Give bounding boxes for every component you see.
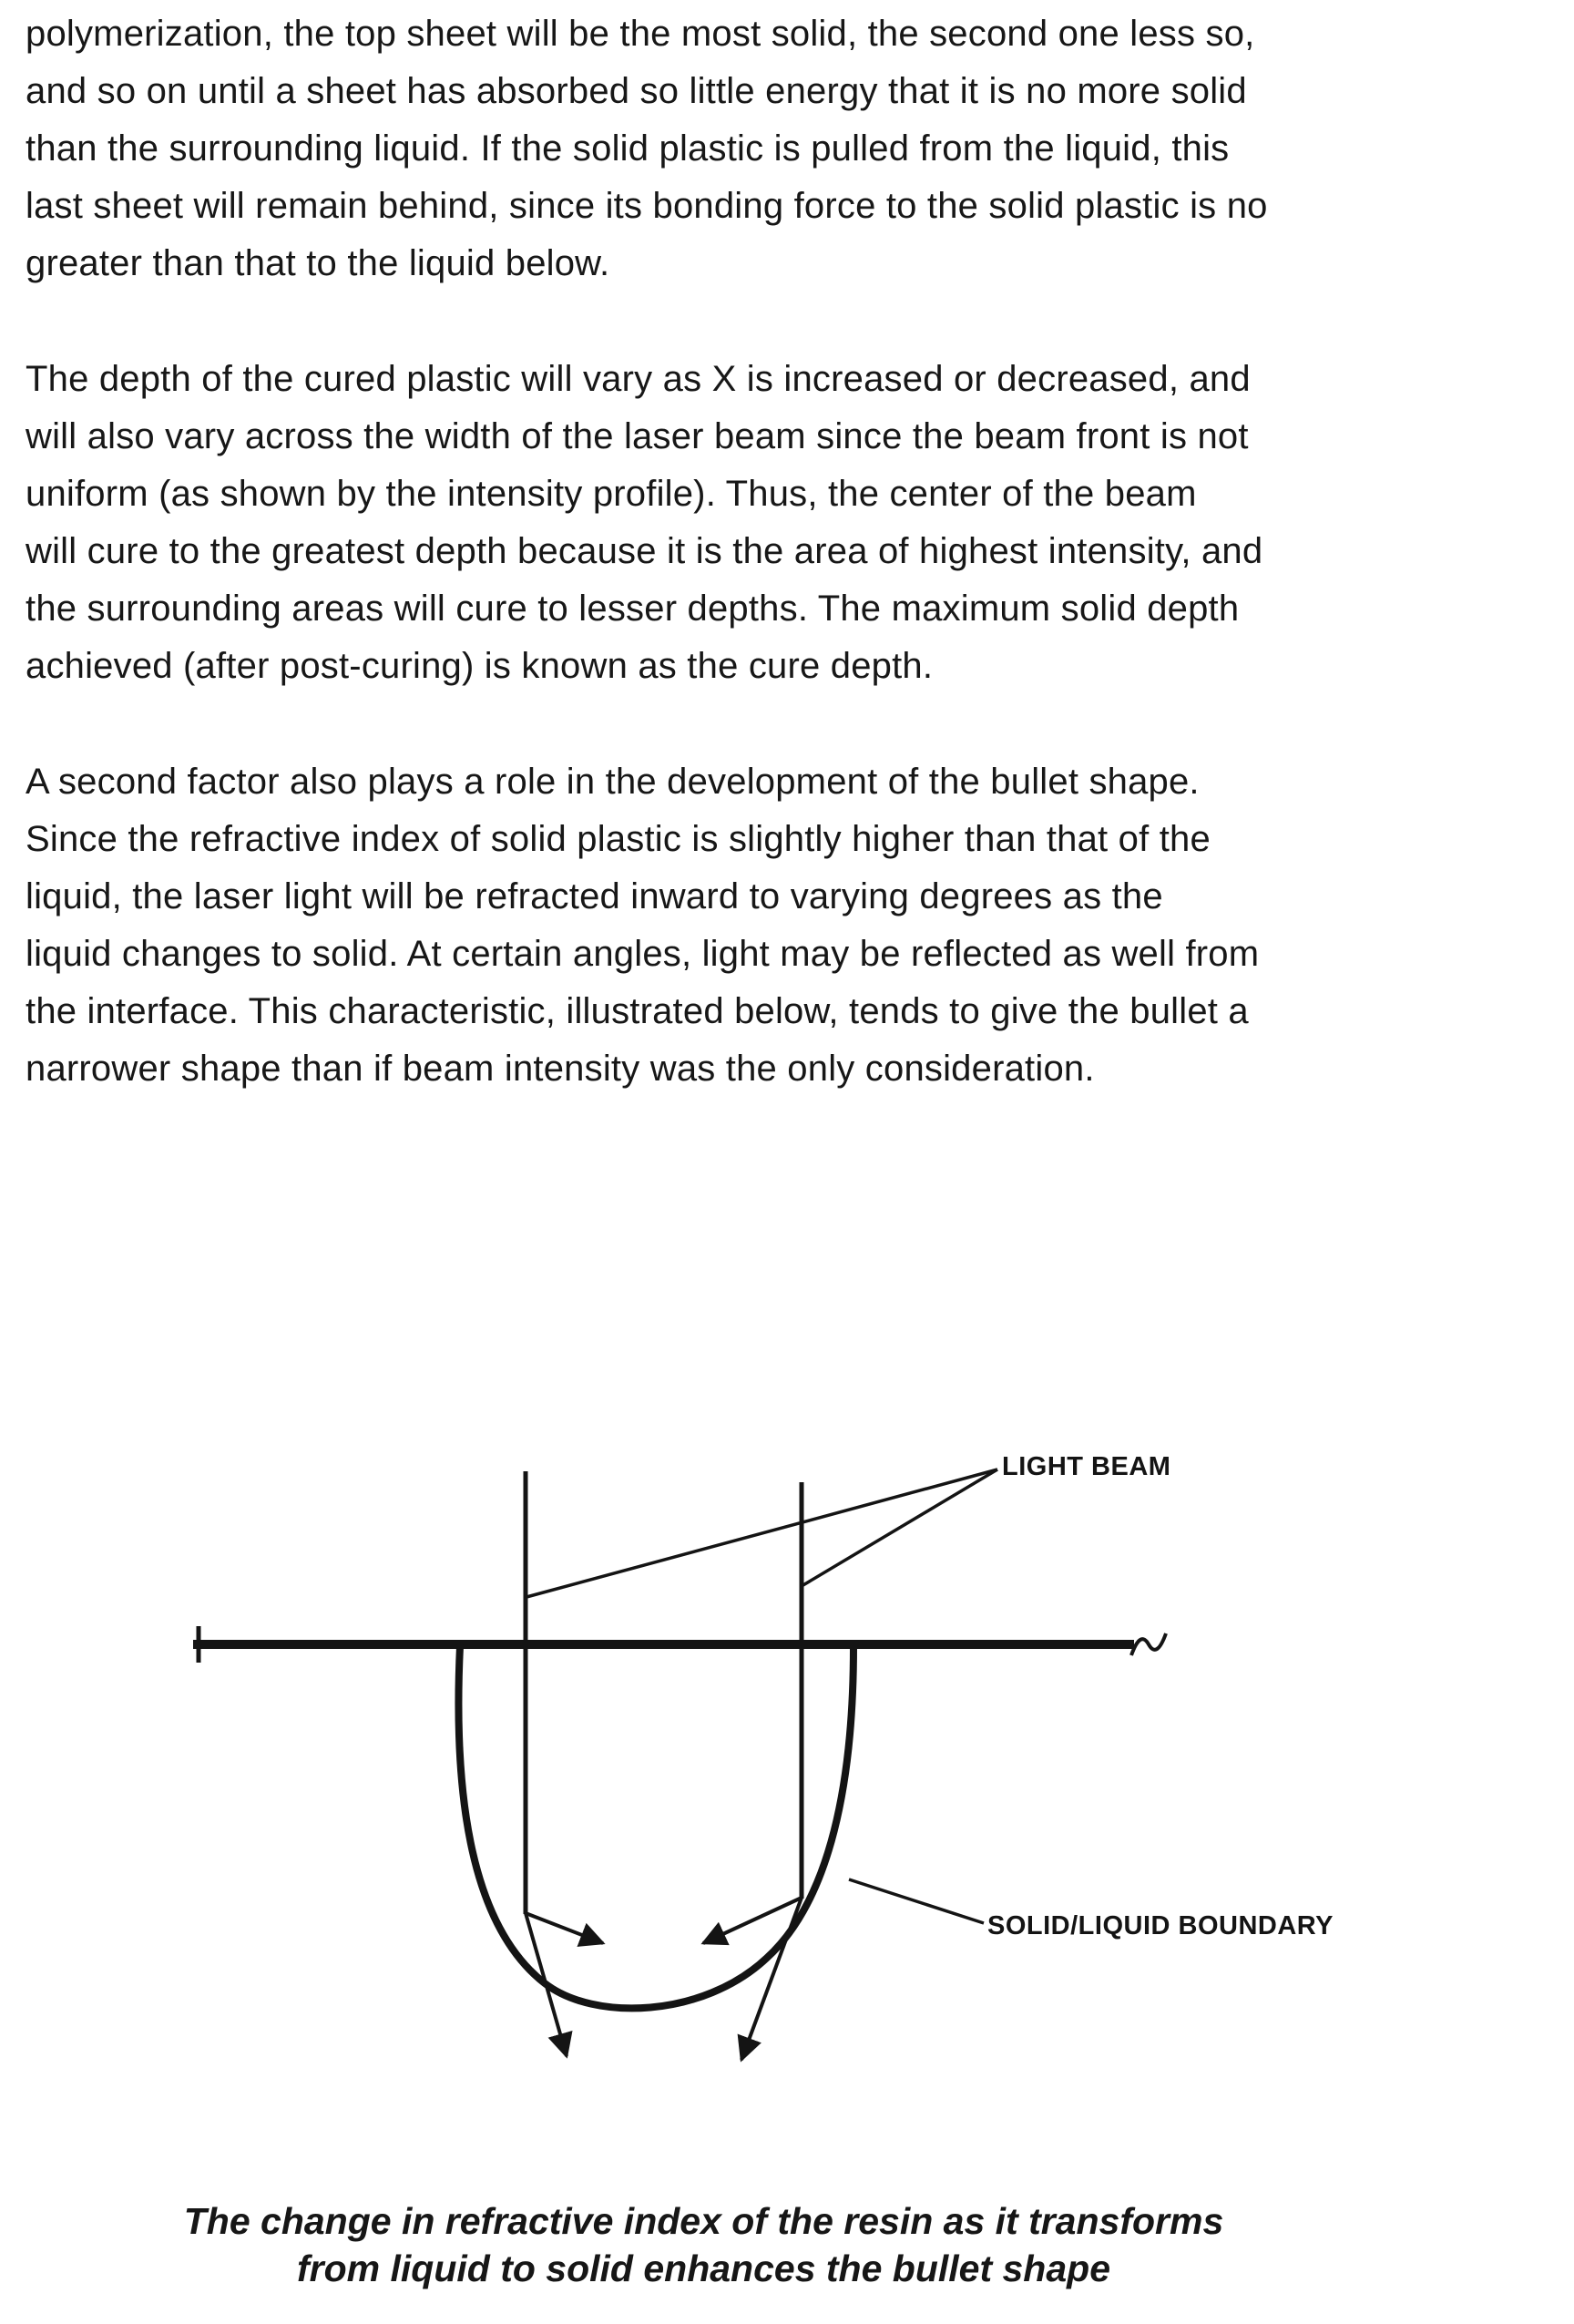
light-beam-label: LIGHT BEAM [1002, 1452, 1171, 1481]
transmitted-ray-left [526, 1913, 567, 2056]
light-beam-leader-left [526, 1469, 997, 1597]
paragraph-polymerization: polymerization, the top sheet will be the most solid, the second one less so, and so on until a sheet has absorbed so little energy that it is no more solid than the surrounding liquid. If the solid plastic is pulled from the liquid, this last sheet will remain behind, since its bonding force to the solid plastic is no greater than that to the liquid below. [26, 14, 1268, 283]
light-beam-leader-right [802, 1469, 997, 1586]
surface-break-squiggle-icon [1131, 1633, 1166, 1655]
figure-caption: The change in refractive index of the resin as it transforms from liquid to solid enhances the bullet shape [183, 2200, 1224, 2289]
paragraph-refraction-factor: A second factor also plays a role in the development of the bullet shape. Since the refractive index of solid plastic is slightly higher than that of the liquid, the laser light will be refracted inward to varying degrees as the liquid changes to solid. At certain angles, light may be reflected as well from the interface. This characteristic, illustrated below, tends to give the bullet a narrower shape than if beam intensity was the only consideration. [26, 762, 1260, 1089]
body-text-block [26, 5, 1545, 1156]
refracted-ray-left [526, 1913, 603, 1943]
refraction-diagram [0, 1417, 1574, 2127]
solid-liquid-boundary-curve [458, 1646, 853, 2008]
paragraph-cure-depth: The depth of the cured plastic will vary as X is increased or decreased, and will also vary across the width of the laser beam since the beam front is not uniform (as shown by the intensity profile). Thus, the center of the beam will cure to the greatest depth because it is the area of highest intensity, and the surrounding areas will cure to lesser depths. The maximum solid depth achieved (after post-curing) is known as the cure depth. [26, 359, 1263, 686]
solid-liquid-boundary-label: SOLID/LIQUID BOUNDARY [987, 1911, 1334, 1940]
boundary-leader-line [849, 1879, 984, 1923]
